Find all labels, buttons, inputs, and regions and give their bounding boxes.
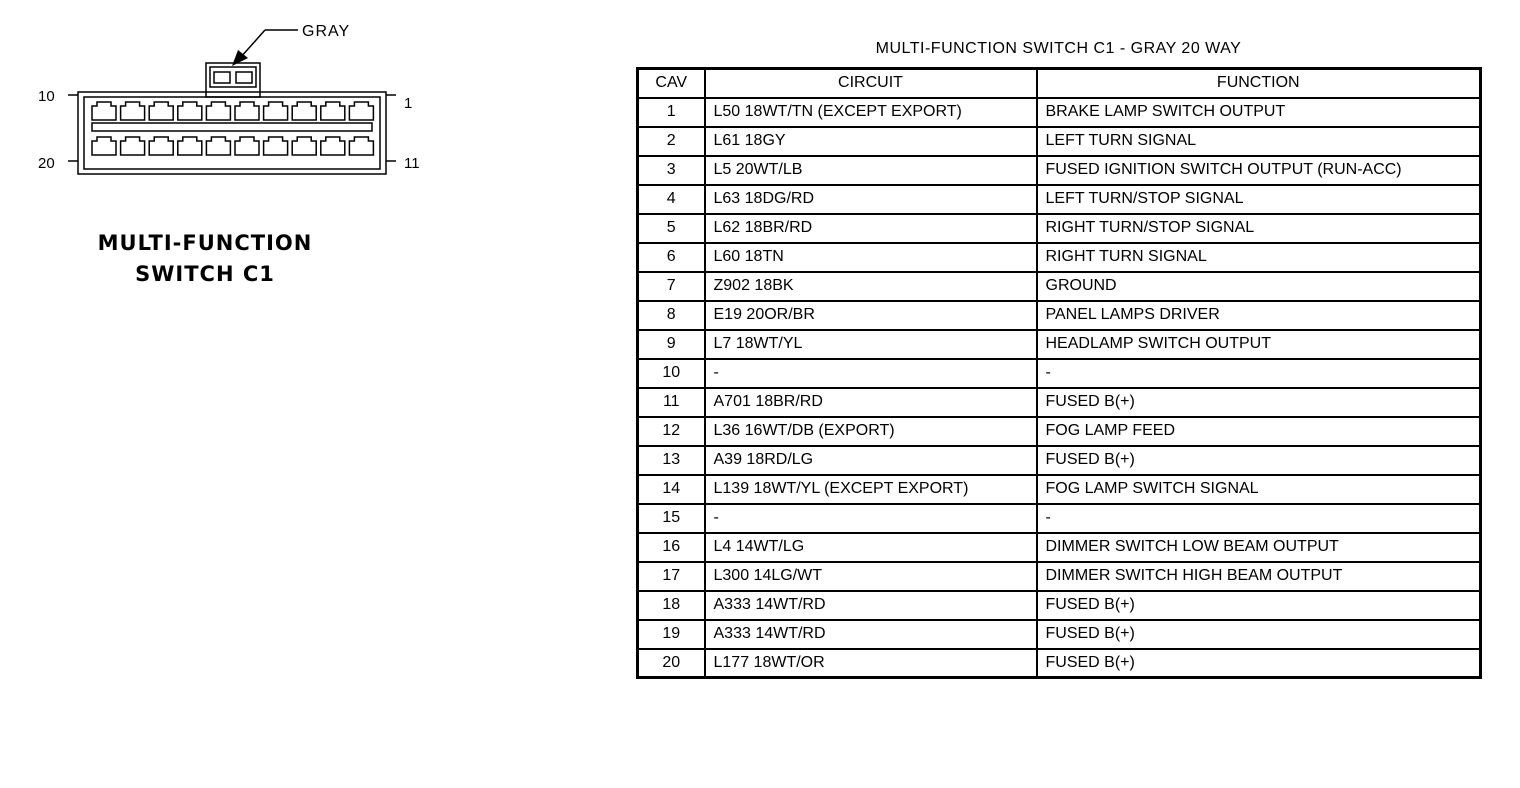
cavity — [92, 102, 116, 120]
function-cell: FOG LAMP FEED — [1037, 417, 1481, 446]
cavity — [264, 102, 288, 120]
cav-cell: 9 — [638, 330, 705, 359]
cavity — [206, 137, 230, 155]
table-row — [638, 562, 1481, 591]
connector-title-line1: MULTI-FUNCTION — [97, 231, 313, 255]
pin-label-bottom-left: 20 — [38, 155, 55, 172]
pin-label-top-right: 1 — [404, 95, 413, 112]
circuit-cell: L60 18TN — [705, 243, 1037, 272]
cav-cell: 14 — [638, 475, 705, 504]
cav-cell: 6 — [638, 243, 705, 272]
cav-cell: 17 — [638, 562, 705, 591]
cavity — [235, 137, 259, 155]
table-row — [638, 359, 1481, 388]
cavity — [121, 102, 145, 120]
table-row — [638, 243, 1481, 272]
circuit-cell: L7 18WT/YL — [705, 330, 1037, 359]
circuit-cell: - — [705, 504, 1037, 533]
circuit-cell: A39 18RD/LG — [705, 446, 1037, 475]
cav-cell: 5 — [638, 214, 705, 243]
cav-cell: 3 — [638, 156, 705, 185]
cavity — [178, 137, 202, 155]
circuit-cell: L300 14LG/WT — [705, 562, 1037, 591]
function-cell: RIGHT TURN SIGNAL — [1037, 243, 1481, 272]
table-title: MULTI-FUNCTION SWITCH C1 - GRAY 20 WAY — [875, 40, 1242, 57]
table-row — [638, 591, 1481, 620]
circuit-cell: L5 20WT/LB — [705, 156, 1037, 185]
circuit-cell: L63 18DG/RD — [705, 185, 1037, 214]
cavity — [149, 102, 173, 120]
circuit-cell: - — [705, 359, 1037, 388]
cavity-row-top — [92, 102, 373, 120]
cav-cell: 1 — [638, 98, 705, 127]
cavity — [178, 102, 202, 120]
table-row — [638, 156, 1481, 185]
table-row — [638, 301, 1481, 330]
color-leader-arrow — [232, 30, 298, 66]
header-circuit: CIRCUIT — [705, 69, 1037, 98]
cavity — [121, 137, 145, 155]
cav-cell: 13 — [638, 446, 705, 475]
function-cell: LEFT TURN SIGNAL — [1037, 127, 1481, 156]
circuit-cell: L61 18GY — [705, 127, 1037, 156]
circuit-cell: Z902 18BK — [705, 272, 1037, 301]
connector-body — [68, 92, 396, 174]
function-cell: FUSED B(+) — [1037, 388, 1481, 417]
table-header-row — [638, 69, 1481, 98]
cav-cell: 4 — [638, 185, 705, 214]
cav-cell: 10 — [638, 359, 705, 388]
function-cell: LEFT TURN/STOP SIGNAL — [1037, 185, 1481, 214]
table-row — [638, 185, 1481, 214]
connector-title — [60, 228, 350, 290]
header-function: FUNCTION — [1037, 69, 1481, 98]
cavity — [292, 137, 316, 155]
circuit-cell: L62 18BR/RD — [705, 214, 1037, 243]
color-label: GRAY — [302, 23, 351, 40]
function-cell: FOG LAMP SWITCH SIGNAL — [1037, 475, 1481, 504]
circuit-cell: A701 18BR/RD — [705, 388, 1037, 417]
function-cell: FUSED B(+) — [1037, 649, 1481, 678]
cavity-row-bottom — [92, 137, 373, 155]
table-row — [638, 649, 1481, 678]
table-row — [638, 127, 1481, 156]
table-row — [638, 417, 1481, 446]
pinout-table — [636, 67, 1482, 679]
connector-diagram — [0, 0, 440, 200]
circuit-cell: A333 14WT/RD — [705, 620, 1037, 649]
function-cell: RIGHT TURN/STOP SIGNAL — [1037, 214, 1481, 243]
circuit-cell: A333 14WT/RD — [705, 591, 1037, 620]
cavity — [292, 102, 316, 120]
cavity — [235, 102, 259, 120]
circuit-cell: L4 14WT/LG — [705, 533, 1037, 562]
pin-label-bottom-right: 11 — [404, 155, 420, 172]
cav-cell: 20 — [638, 649, 705, 678]
cav-cell: 11 — [638, 388, 705, 417]
circuit-cell: L36 16WT/DB (EXPORT) — [705, 417, 1037, 446]
table-row — [638, 620, 1481, 649]
table-row — [638, 98, 1481, 127]
table-row — [638, 214, 1481, 243]
circuit-cell: L50 18WT/TN (EXCEPT EXPORT) — [705, 98, 1037, 127]
connector-title-line2: SWITCH C1 — [135, 262, 275, 286]
table-row — [638, 330, 1481, 359]
cavity — [321, 137, 345, 155]
cavity — [92, 137, 116, 155]
function-cell: - — [1037, 359, 1481, 388]
function-cell: FUSED B(+) — [1037, 620, 1481, 649]
cavity — [264, 137, 288, 155]
cav-cell: 2 — [638, 127, 705, 156]
cav-cell: 12 — [638, 417, 705, 446]
table-row — [638, 504, 1481, 533]
cav-cell: 18 — [638, 591, 705, 620]
function-cell: FUSED B(+) — [1037, 591, 1481, 620]
function-cell: BRAKE LAMP SWITCH OUTPUT — [1037, 98, 1481, 127]
function-cell: FUSED IGNITION SWITCH OUTPUT (RUN-ACC) — [1037, 156, 1481, 185]
pin-label-top-left: 10 — [38, 88, 55, 105]
cav-cell: 16 — [638, 533, 705, 562]
function-cell: GROUND — [1037, 272, 1481, 301]
cavity — [321, 102, 345, 120]
cav-cell: 8 — [638, 301, 705, 330]
cav-cell: 15 — [638, 504, 705, 533]
cav-cell: 19 — [638, 620, 705, 649]
table-row — [638, 388, 1481, 417]
function-cell: HEADLAMP SWITCH OUTPUT — [1037, 330, 1481, 359]
table-row — [638, 272, 1481, 301]
header-cav: CAV — [638, 69, 705, 98]
table-row — [638, 533, 1481, 562]
cavity — [149, 137, 173, 155]
circuit-cell: L139 18WT/YL (EXCEPT EXPORT) — [705, 475, 1037, 504]
circuit-cell: E19 20OR/BR — [705, 301, 1037, 330]
cav-cell: 7 — [638, 272, 705, 301]
circuit-cell: L177 18WT/OR — [705, 649, 1037, 678]
table-row — [638, 446, 1481, 475]
function-cell: DIMMER SWITCH LOW BEAM OUTPUT — [1037, 533, 1481, 562]
function-cell: - — [1037, 504, 1481, 533]
function-cell: DIMMER SWITCH HIGH BEAM OUTPUT — [1037, 562, 1481, 591]
cavity — [349, 102, 373, 120]
cavity — [349, 137, 373, 155]
function-cell: FUSED B(+) — [1037, 446, 1481, 475]
function-cell: PANEL LAMPS DRIVER — [1037, 301, 1481, 330]
cavity — [206, 102, 230, 120]
table-row — [638, 475, 1481, 504]
